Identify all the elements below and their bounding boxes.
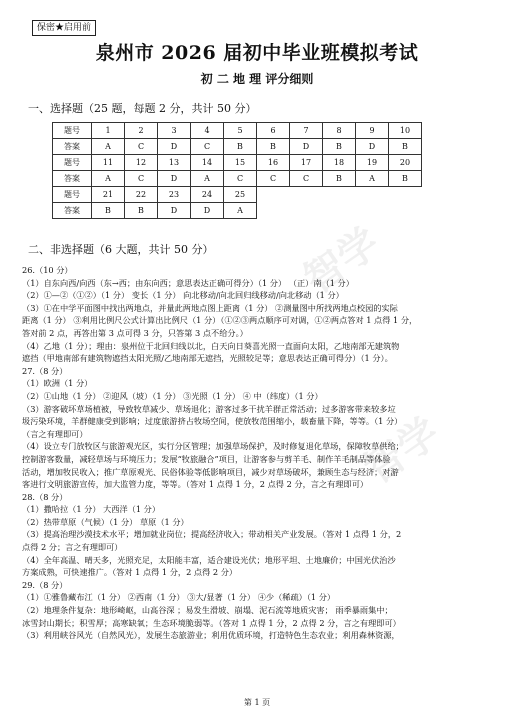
table-cell: 5: [224, 123, 257, 139]
row-header-cell: 答案: [53, 203, 92, 219]
answer-line: 客进行文明旅游宣传，加大监管力度，等等。（答对 1 点得 1 分，2 点得 2 分，言之有理即可）: [22, 479, 369, 490]
row-header-cell: 答案: [53, 171, 92, 187]
answer-line: 遮挡（甲地南部有建筑物遮挡太阳光照/乙地南部无遮挡，光照较足等；意思表达正确可得分）（1 分）。: [22, 353, 393, 364]
table-cell: A: [356, 171, 389, 187]
table-cell: 2: [125, 123, 158, 139]
table-cell: D: [356, 139, 389, 155]
table-cell: 8: [323, 123, 356, 139]
answer-line: 点得 2 分；言之有理即可）: [22, 542, 123, 553]
table-cell: 17: [290, 155, 323, 171]
table-cell: A: [92, 171, 125, 187]
table-cell: 15: [224, 155, 257, 171]
table-cell: A: [191, 171, 224, 187]
table-cell: 18: [323, 155, 356, 171]
answer-line: 28.（8 分）: [22, 491, 68, 502]
answer-line: （3）提高治理沙漠技术水平；增加就业岗位；提高经济收入；带动相关产业发展。（答对 1 点得 1 分，2: [22, 529, 402, 540]
table-cell: A: [92, 139, 125, 155]
watermark: 智学: [355, 408, 448, 494]
answer-line: 活动，增加牧民收入；推广草原观光、民俗体验等低影响项目，减少对草场破坏，兼顾生态与经济；对游: [22, 466, 399, 477]
answer-line: 29.（8 分）: [22, 579, 68, 590]
answer-line: （1）自东向西/向西（东→西；由东向西；意思表达正确可得分）（1 分） （正）南（1 分）: [22, 277, 354, 288]
table-cell: 10: [389, 123, 422, 139]
answer-line: （1）①雅鲁藏布江（1 分） ②西南（1 分） ③大/显著（1 分） ④少（稀疏）（1 分）: [22, 592, 336, 603]
section1-heading: 一、选择题（25 题，每题 2 分，共计 50 分）: [28, 102, 257, 115]
answer-line: （2）①—②（①②）（1 分） 变长（1 分） 向北移动/向北回归线移动/向北移动（1 分）: [22, 290, 344, 301]
table-cell: 4: [191, 123, 224, 139]
table-cell: D: [158, 171, 191, 187]
table-cell: B: [125, 203, 158, 219]
table-cell: B: [323, 139, 356, 155]
answer-line: （2）地理条件复杂：地形崎岖，山高谷深 ；易发生滑坡、崩塌、泥石流等地质灾害； 雨季暴雨集中；: [22, 605, 393, 616]
answer-line: （4）全年高温、晴天多，光照充足，太阳能丰富，适合建设光伏；地形平坦、土地廉价；中国光伏治沙: [22, 554, 396, 565]
table-row: [53, 123, 422, 139]
watermark: 智学: [295, 218, 388, 304]
table-cell: 23: [158, 187, 191, 203]
table-cell: 3: [158, 123, 191, 139]
table-cell: 16: [257, 155, 290, 171]
answer-line: （1）欧洲（1 分）: [22, 378, 93, 389]
table-cell: C: [191, 139, 224, 155]
answer-line: 冰雪封山期长；积雪厚；高寒缺氧；生态环境脆弱等。（答对 1 点得 1 分，2 点得 2 分，言之有理即可）: [22, 617, 401, 628]
answer-line: 26.（10 分）: [22, 265, 73, 275]
row-header-cell: 题号: [53, 123, 92, 139]
section2-heading: 二、非选择题（6 大题，共计 50 分）: [28, 243, 214, 256]
table-cell: B: [92, 203, 125, 219]
table-cell: 20: [389, 155, 422, 171]
table-cell: B: [257, 139, 290, 155]
page-number: 第 1 页: [243, 698, 271, 707]
table-row: [53, 203, 422, 219]
table-cell: B: [389, 171, 422, 187]
table-cell: 12: [125, 155, 158, 171]
table-cell: 14: [191, 155, 224, 171]
table-cell: D: [158, 203, 191, 219]
table-cell: C: [257, 171, 290, 187]
table-cell: B: [323, 171, 356, 187]
page-title: 泉州市 2026 届初中毕业班模拟考试: [95, 42, 419, 64]
answer-line: （4）设立专门放牧区与旅游观光区，实行分区管理；加强草场保护，及时修复退化草场，保障牧草供给；: [22, 441, 404, 452]
table-cell: 7: [290, 123, 323, 139]
row-header-cell: 答案: [53, 139, 92, 155]
table-cell: C: [125, 171, 158, 187]
answer-table: [52, 122, 422, 219]
table-cell: D: [158, 139, 191, 155]
table-cell: 11: [92, 155, 125, 171]
answer-line: （3）游客破坏草场植被，导致牧草减少、草场退化；游客过多干扰羊群正常活动；过多游客带来较多垃: [22, 403, 396, 414]
answer-line: 方案成熟，可快速推广。（答对 1 点得 1 分，2 点得 2 分）: [22, 567, 238, 578]
answer-line: （3）①在中学平面图中找出两地点，并量此两地点图上距离（1 分） ②测量图中所找两地点校园的实际: [22, 302, 398, 313]
answer-line: 27.（8 分）: [22, 365, 68, 376]
answer-line: （2）热带草原（气候）（1 分） 草原（1 分）: [22, 516, 189, 527]
answer-line: （2）①山地（1 分） ②迎风（坡）（1 分） ③光照（1 分） ④ 中（纬度）（1 分）: [22, 390, 323, 401]
answer-line: 答对前 2 点，再答出第 3 点可得 3 分，只答第 3 点不给分。）: [22, 327, 248, 338]
row-header-cell: 题号: [53, 187, 92, 203]
table-cell: C: [224, 171, 257, 187]
answer-line: 距离（1 分） ③利用比例尺公式计算出比例尺（1 分）（①②③两点顺序可对调，①②两点答对 1 点得 1 分，: [22, 315, 418, 326]
secret-label: 保密★启用前: [32, 20, 96, 36]
page-subtitle: 初 二 地 理 评分细则: [200, 72, 314, 86]
answer-line: 圾污染环境，羊群健康受到影响；过度旅游挤占牧场空间，使放牧范围缩小，载畜量下降，等等。（1 分）: [22, 416, 403, 427]
table-cell: 24: [191, 187, 224, 203]
table-row: [53, 171, 422, 187]
table-cell: D: [191, 203, 224, 219]
answer-details: [22, 264, 494, 642]
table-cell: 22: [125, 187, 158, 203]
table-cell: A: [224, 203, 257, 219]
answer-line: （4）乙地（1 分）；理由：泉州位于北回归线以北，白天向日葵喜光照一直面向太阳，乙地南部无建筑物: [22, 340, 400, 351]
table-cell: 1: [92, 123, 125, 139]
table-cell: 21: [92, 187, 125, 203]
table-cell: 25: [224, 187, 257, 203]
table-cell: B: [389, 139, 422, 155]
table-row: [53, 155, 422, 171]
table-cell: C: [125, 139, 158, 155]
table-cell: 9: [356, 123, 389, 139]
answer-line: （1）撒哈拉（1 分） 大西洋（1 分）: [22, 504, 161, 515]
answer-line: （言之有理即可）: [22, 428, 88, 439]
table-cell: 13: [158, 155, 191, 171]
table-cell: C: [290, 171, 323, 187]
row-header-cell: 题号: [53, 155, 92, 171]
table-row: [53, 187, 422, 203]
table-cell: 6: [257, 123, 290, 139]
table-cell: 19: [356, 155, 389, 171]
table-cell: B: [224, 139, 257, 155]
table-cell: D: [290, 139, 323, 155]
answer-line: （3）利用峡谷风光（自然风光），发展生态旅游业；利用优质环境，打造特色生态农业；利用森林资源，: [22, 630, 400, 641]
answer-line: 控制游客数量，减轻草场与环境压力；发展“牧旅融合”项目，让游客参与剪羊毛、制作羊毛制品等体验: [22, 453, 391, 464]
table-row: [53, 139, 422, 155]
